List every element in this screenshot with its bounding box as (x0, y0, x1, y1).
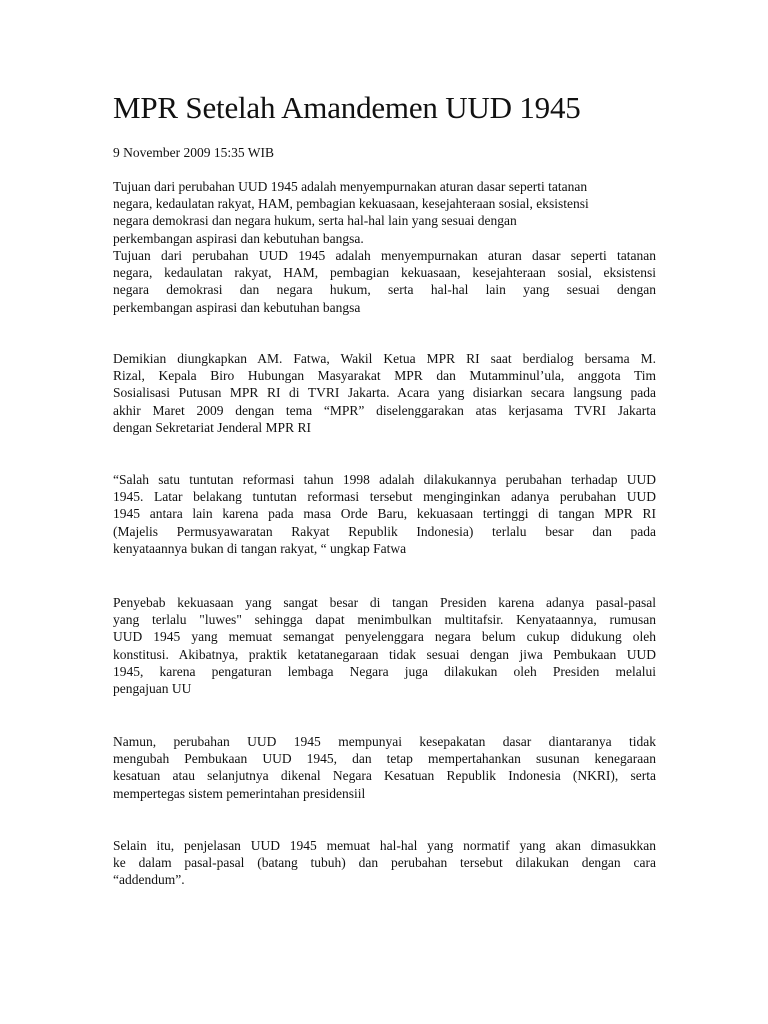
paragraph-line: Demikian diungkapkan AM. Fatwa, Wakil Ketua MPR RI saat berdialog bersama M. (113, 351, 656, 366)
article-date: 9 November 2009 15:35 WIB (113, 145, 274, 160)
paragraph-line: dengan Sekretariat Jenderal MPR RI (113, 419, 311, 435)
paragraph-line: Rizal, Kepala Biro Hubungan Masyarakat MPR dan Mutamminul’ula, anggota Tim (113, 368, 656, 384)
paragraph-line: perkembangan aspirasi dan kebutuhan bangsa (113, 299, 361, 315)
paragraph-line: Selain itu, penjelasan UUD 1945 memuat hal-hal yang normatif yang akan dimasukkan (113, 838, 656, 853)
paragraph-line: Tujuan dari perubahan UUD 1945 adalah menyempurnakan aturan dasar seperti tatanan (113, 179, 588, 194)
paragraph-line: konstitusi. Akibatnya, praktik ketatanegaraan tidak sesuai dengan jiwa Pembukaan UUD (113, 646, 656, 662)
paragraph-line: kenyataannya bukan di tangan rakyat, “ ungkap Fatwa (113, 540, 407, 556)
paragraph-2 (113, 247, 656, 316)
paragraph-line: ke dalam pasal-pasal (batang tubuh) dan perubahan tersebut dilakukan dengan cara (113, 855, 656, 871)
paragraph-line: UUD 1945 yang memuat semangat penyelenggara negara belum cukup didukung oleh (113, 629, 656, 645)
paragraph-line: Namun, perubahan UUD 1945 mempunyai kesepakatan dasar diantaranya tidak (113, 734, 656, 749)
paragraph-7 (113, 837, 656, 889)
paragraph-line: kesatuan atau selanjutnya dikenal Negara Kesatuan Republik Indonesia (NKRI), serta (113, 768, 656, 784)
paragraph-line: mengubah Pembukaan UUD 1945, dan tetap mempertahankan susunan kenegaraan (113, 751, 656, 767)
paragraph-line: (Majelis Permusyawaratan Rakyat Republik Indonesia) terlalu besar dan pada (113, 523, 656, 539)
paragraph-line: Tujuan dari perubahan UUD 1945 adalah menyempurnakan aturan dasar seperti tatanan (113, 248, 656, 263)
paragraph-line: negara, kedaulatan rakyat, HAM, pembagian kekuasaan, kesejahteraan sosial, eksistensi (113, 265, 656, 281)
paragraph-line: negara, kedaulatan rakyat, HAM, pembagian kekuasaan, kesejahteraan sosial, eksistensi (113, 196, 589, 212)
paragraph-5 (113, 594, 656, 697)
paragraph-line: yang terlalu "luwes" sehingga dapat menimbulkan multitafsir. Kenyataannya, rumusan (113, 612, 656, 628)
article-title: MPR Setelah Amandemen UUD 1945 (113, 90, 581, 125)
paragraph-line: pengajuan UU (113, 681, 192, 697)
paragraph-line: mempertegas sistem pemerintahan presidensiil (113, 785, 366, 801)
paragraph-line: Sosialisasi Putusan MPR RI di TVRI Jakarta. Acara yang disiarkan secara langsung pada (113, 385, 656, 401)
paragraph-3 (113, 350, 656, 436)
paragraph-line: “Salah satu tuntutan reformasi tahun 1998 adalah dilakukannya perubahan terhadap UUD (113, 472, 656, 487)
paragraph-line: negara demokrasi dan negara hukum, serta hal-hal lain yang sesuai dengan (113, 213, 517, 229)
paragraph-1 (113, 178, 656, 247)
paragraph-line: akhir Maret 2009 dengan tema “MPR” diselenggarakan atas kerjasama TVRI Jakarta (113, 402, 656, 418)
paragraph-line: 1945. Latar belakang tuntutan reformasi tersebut menginginkan adanya perubahan UUD (113, 489, 656, 505)
paragraph-line: “addendum”. (113, 872, 185, 888)
paragraph-line: 1945, karena pengaturan lembaga Negara juga dilakukan oleh Presiden melalui (113, 663, 656, 679)
paragraph-4 (113, 471, 656, 557)
paragraph-line: Penyebab kekuasaan yang sangat besar di tangan Presiden karena adanya pasal-pasal (113, 595, 656, 610)
paragraph-6 (113, 733, 656, 802)
paragraph-line: negara demokrasi dan negara hukum, serta hal-hal lain yang sesuai dengan (113, 282, 656, 298)
paragraph-line: 1945 antara lain karena pada masa Orde Baru, kekuasaan tertinggi di tangan MPR RI (113, 506, 656, 522)
paragraph-line: perkembangan aspirasi dan kebutuhan bangsa. (113, 230, 364, 246)
